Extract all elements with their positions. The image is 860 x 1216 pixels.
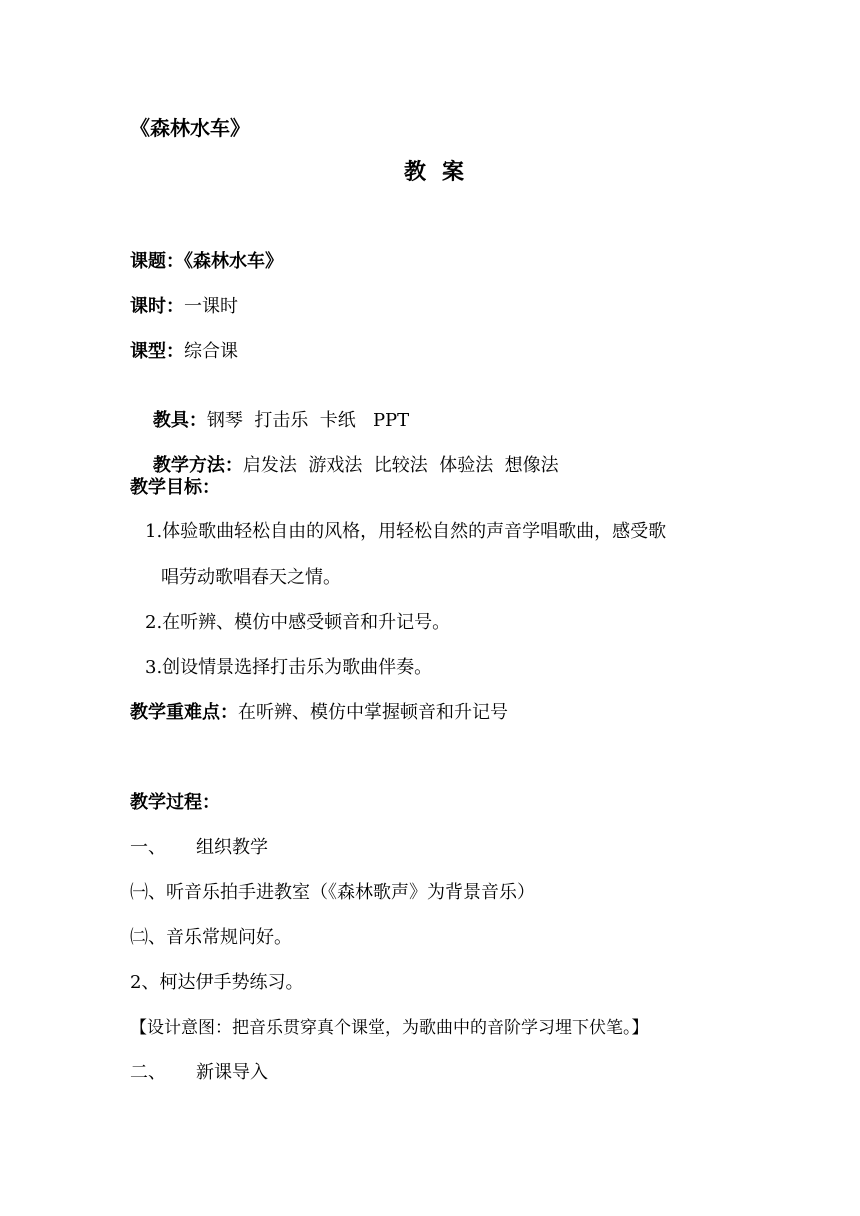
goal-item-1-continued: 唱劳动歌唱春天之情。 <box>161 567 341 588</box>
document-top-title: 《森林水车》 <box>130 116 250 140</box>
section-1-heading <box>130 836 268 860</box>
topic-value: 《森林水车》 <box>184 251 283 272</box>
period-row <box>130 295 238 319</box>
topic-row <box>130 250 283 274</box>
type-label: 课型： <box>130 341 184 362</box>
goal-item-2: 2.在听辨、模仿中感受顿音和升记号。 <box>145 612 451 633</box>
key-points-value: 在听辨、模仿中掌握顿音和升记号 <box>238 702 508 723</box>
goals-label: 教学目标： <box>130 477 220 498</box>
type-value: 综合课 <box>184 341 238 362</box>
section-2-heading <box>130 1061 268 1085</box>
period-value: 一课时 <box>184 296 238 317</box>
section-1-item-3: 2、柯达伊手势练习。 <box>130 972 304 993</box>
method-label: 教学方法： <box>152 455 243 476</box>
section-2-title: 新课导入 <box>196 1062 268 1083</box>
design-intent-note: 【设计意图：把音乐贯穿真个课堂，为歌曲中的音阶学习埋下伏笔。】 <box>130 1018 649 1038</box>
key-points-label: 教学重难点： <box>130 702 238 723</box>
type-row <box>130 340 238 364</box>
method-value: 启发法 游戏法 比较法 体验法 想像法 <box>242 455 559 476</box>
tools-value: 钢琴 打击乐 卡纸 PPT <box>206 410 410 431</box>
goal-item-1: 1.体验歌曲轻松自由的风格，用轻松自然的声音学唱歌曲，感受歌 <box>145 521 667 542</box>
section-1-item-2: ㈡、音乐常规问好。 <box>130 927 292 948</box>
goal-item-3: 3.创设情景选择打击乐为歌曲伴奏。 <box>145 657 433 678</box>
section-1-number: 一、 <box>130 837 166 858</box>
section-1-title: 组织教学 <box>196 837 268 858</box>
period-label: 课时： <box>130 296 184 317</box>
section-2-number: 二、 <box>130 1062 166 1083</box>
lesson-plan-heading: 教案 <box>403 159 480 185</box>
topic-label: 课题： <box>130 251 184 272</box>
process-label: 教学过程： <box>130 792 220 813</box>
tools-label: 教具： <box>152 410 207 431</box>
key-points-row <box>130 701 508 725</box>
section-1-item-1: ㈠、听音乐拍手进教室（《森林歌声》为背景音乐） <box>130 882 535 903</box>
